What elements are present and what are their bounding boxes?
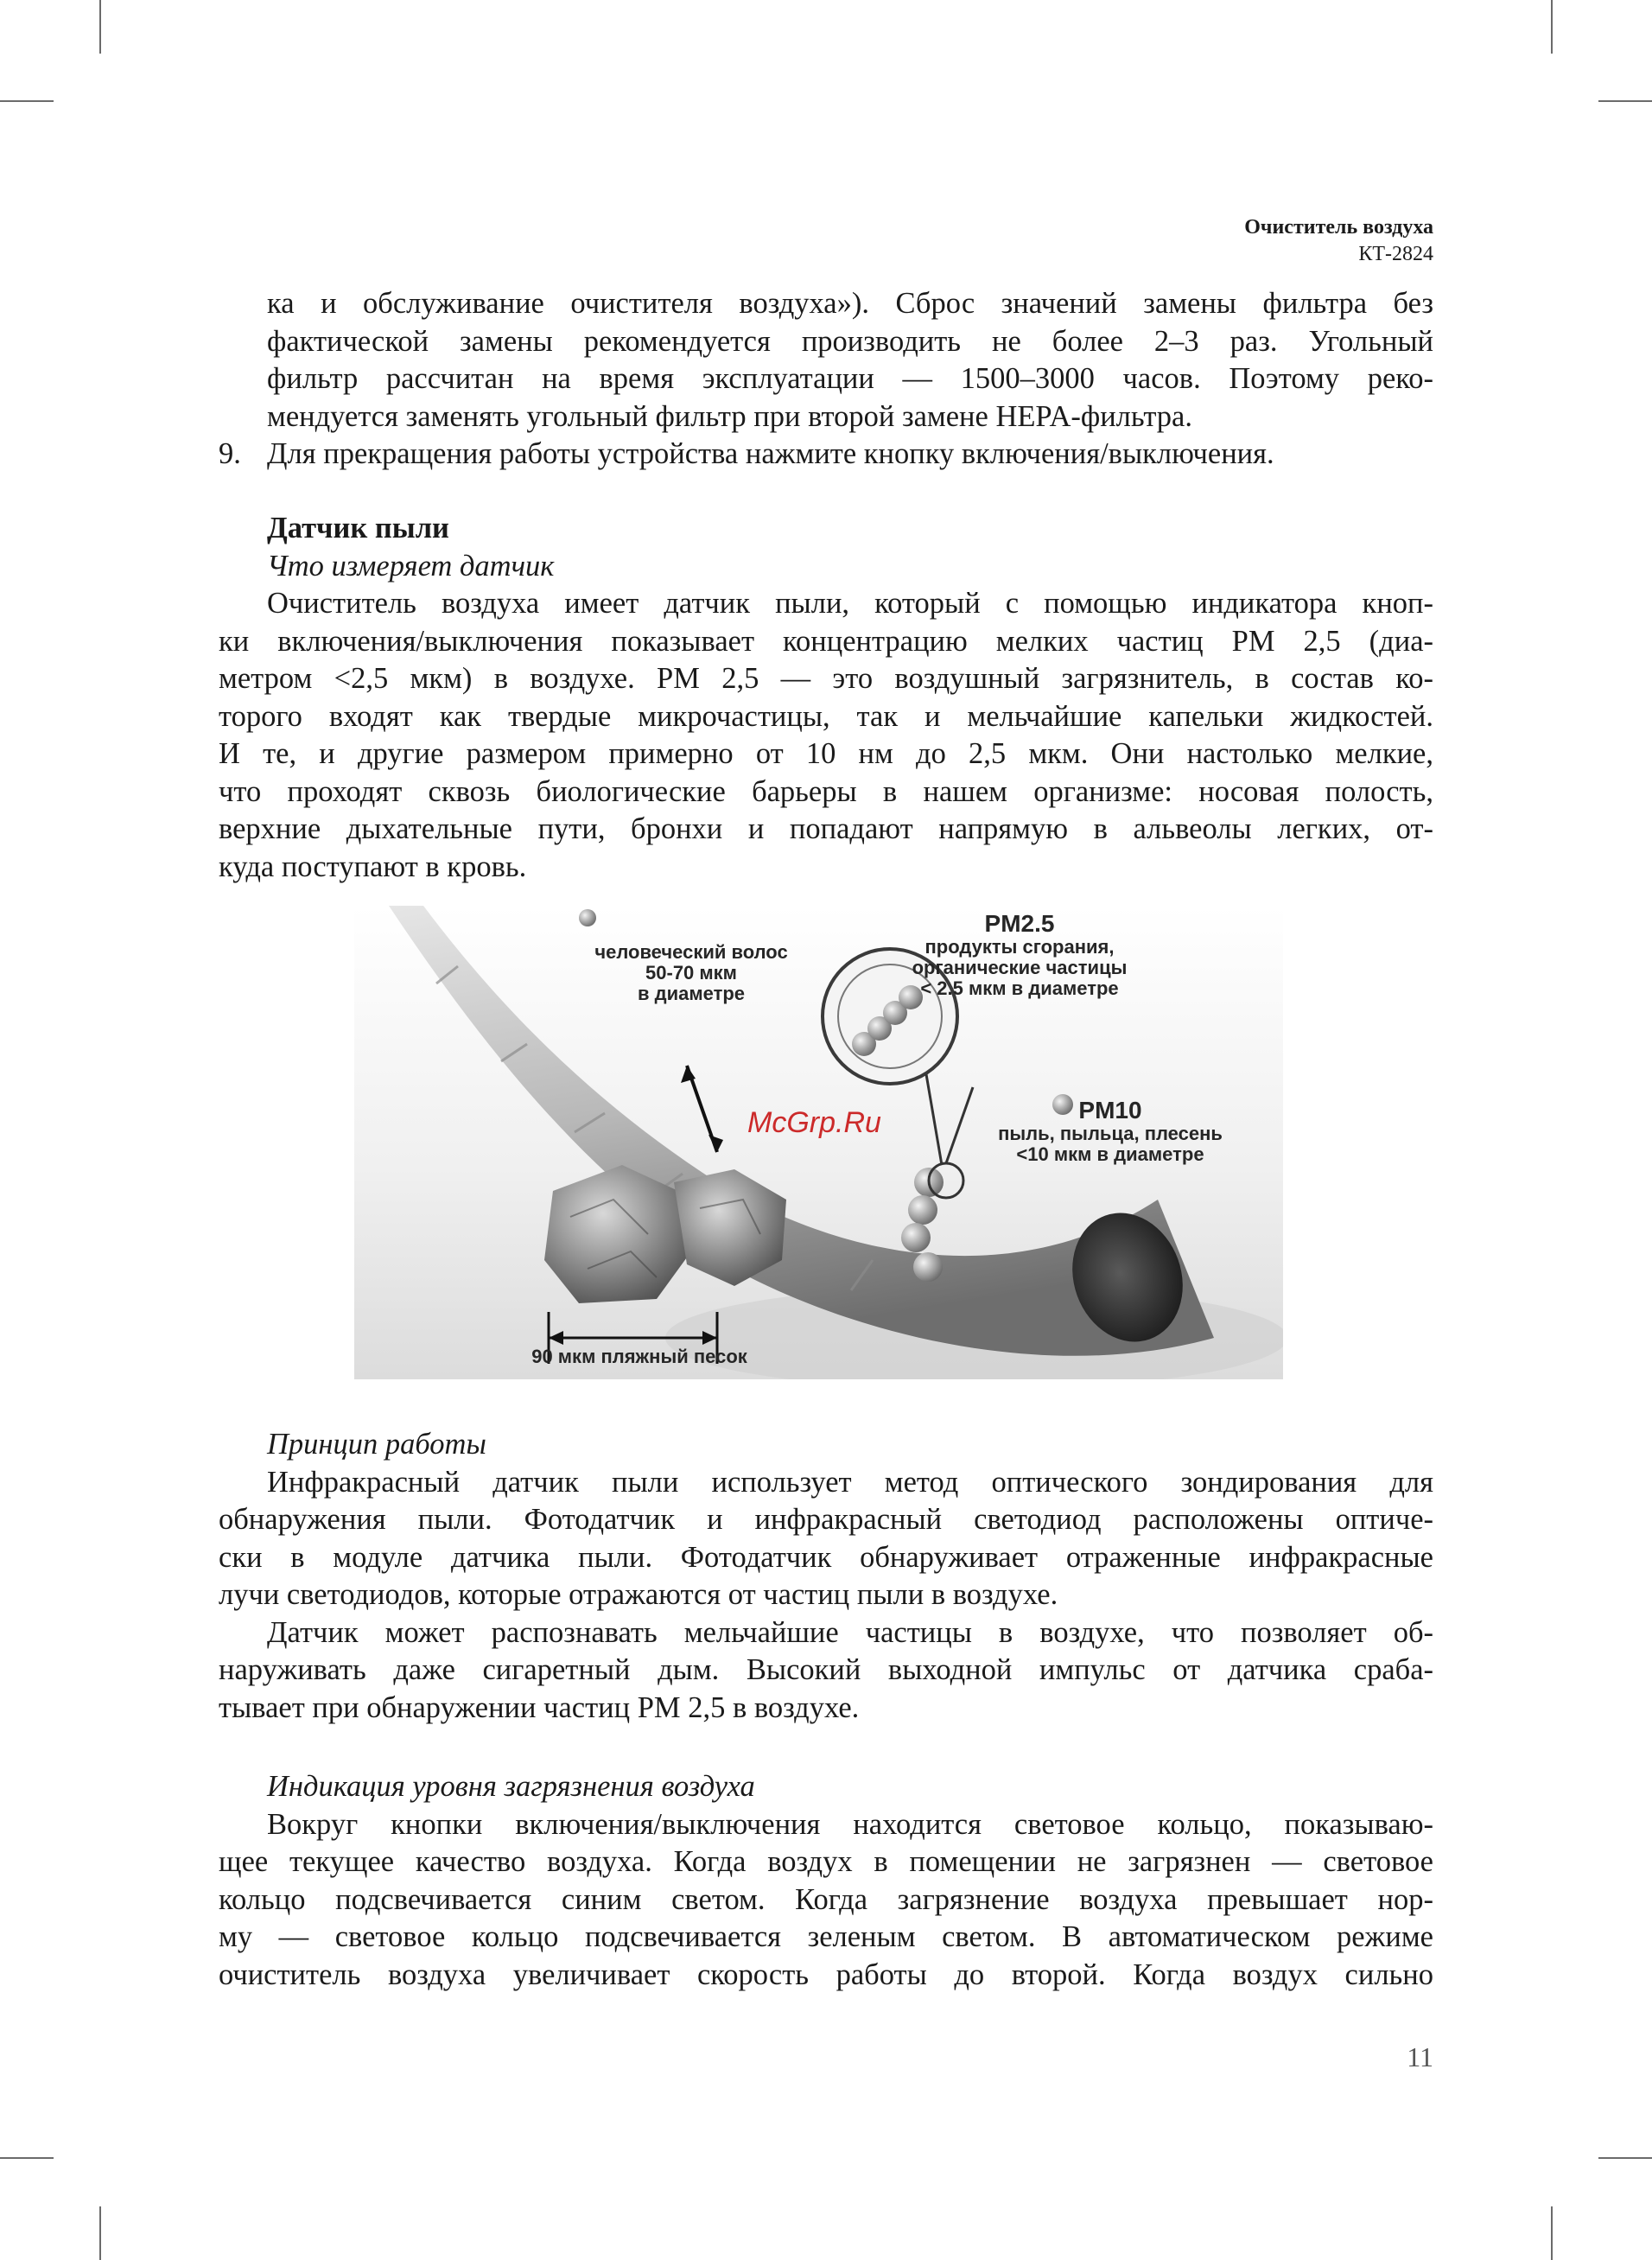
crop-mark <box>1551 2206 1553 2260</box>
text-line: верхние дыхательные пути, бронхи и попадают напрямую в альвеолы легких, от- <box>219 812 1433 845</box>
header-title: Очиститель воздуха <box>1244 216 1433 239</box>
pm25-label-line: < 2.5 мкм в диаметре <box>920 977 1119 999</box>
text-line: тывает при обнаружении частиц PM 2,5 в воздухе. <box>219 1690 860 1724</box>
sand-label: 90 мкм пляжный песок <box>531 1346 747 1367</box>
pm10-label-line: <10 мкм в диаметре <box>1016 1143 1204 1165</box>
text-line: фильтр рассчитан на время эксплуатации — 1500–3000 часов. Поэтому реко- <box>267 362 1433 395</box>
text-line: му — световое кольцо подсвечивается зеленым светом. В автоматическом режиме <box>219 1920 1433 1953</box>
text-line: очиститель воздуха увеличивает скорость работы до второй. Когда воздух сильно <box>219 1958 1433 1991</box>
text-line: обнаружения пыли. Фотодатчик и инфракрасный светодиод расположены оптиче- <box>219 1503 1433 1536</box>
list-item <box>219 436 1433 474</box>
indication-section <box>219 1768 1433 1994</box>
top-paragraph <box>219 285 1433 474</box>
running-header <box>1244 214 1433 268</box>
pm10-title: PM10 <box>1078 1097 1142 1124</box>
crop-mark <box>99 0 101 54</box>
text-line: Вокруг кнопки включения/выключения находится световое кольцо, показываю- <box>267 1807 1433 1841</box>
watermark: McGrp.Ru <box>747 1106 881 1139</box>
crop-mark <box>1551 0 1553 54</box>
section-subheading: Что измеряет датчик <box>267 549 555 583</box>
pm10-label-line: пыль, пыльца, плесень <box>998 1123 1223 1144</box>
text-line: ски в модуле датчика пыли. Фотодатчик обнаруживает отраженные инфракрасные <box>219 1540 1433 1574</box>
page-number: 11 <box>1407 2041 1433 2072</box>
text-line: кольцо подсвечивается синим светом. Когда загрязнение воздуха превышает нор- <box>219 1882 1433 1916</box>
particle-size-figure <box>354 906 1283 1379</box>
text-line: Очиститель воздуха имеет датчик пыли, который с помощью индикатора кноп- <box>267 587 1433 620</box>
pm25-label <box>881 911 1158 999</box>
hair-label <box>562 942 821 1004</box>
text-line: торого входят как твердые микрочастицы, так и мельчайшие капельки жидкостей. <box>219 699 1433 733</box>
text-line: щее текущее качество воздуха. Когда воздух в помещении не загрязнен — световое <box>219 1845 1433 1878</box>
text-line: ки включения/выключения показывает концентрацию мелких частиц PM 2,5 (диа- <box>219 624 1433 658</box>
text-line: Инфракрасный датчик пыли использует метод оптического зондирования для <box>267 1465 1433 1499</box>
section-heading: Датчик пыли <box>267 512 449 544</box>
section-subheading: Индикация уровня загрязнения воздуха <box>267 1770 755 1803</box>
hair-label-line: в диаметре <box>637 983 746 1004</box>
header-model: КТ-2824 <box>1358 243 1433 265</box>
text-line: что проходят сквозь биологические барьеры в нашем организме: носовая полость, <box>219 774 1433 808</box>
text-line: куда поступают в кровь. <box>219 850 527 883</box>
list-item-text: Для прекращения работы устройства нажмите кнопку включения/выключения. <box>267 437 1274 470</box>
crop-mark <box>1598 100 1652 102</box>
pm25-label-line: органические частицы <box>912 957 1128 978</box>
hair-label-line: человеческий волос <box>594 941 788 963</box>
principle-section <box>219 1426 1433 1727</box>
crop-mark <box>1598 2157 1652 2159</box>
pm25-label-line: продукты сгорания, <box>924 936 1115 958</box>
crop-mark <box>99 2206 101 2260</box>
text-line: наруживать даже сигаретный дым. Высокий выходной импульс от датчика сраба- <box>219 1653 1433 1686</box>
crop-mark <box>0 2157 54 2159</box>
pm10-label <box>968 1098 1253 1165</box>
list-item-number: 9. <box>219 437 241 470</box>
hair-label-line: 50-70 мкм <box>645 962 737 984</box>
dust-sensor-section <box>219 510 1433 886</box>
section-subheading: Принцип работы <box>267 1428 486 1461</box>
text-line: Датчик может распознавать мельчайшие частицы в воздухе, что позволяет об- <box>267 1615 1433 1649</box>
text-line: фактической замены рекомендуется производить не более 2–3 раз. Угольный <box>267 324 1433 358</box>
crop-mark <box>0 100 54 102</box>
text-line: лучи светодиодов, которые отражаются от частиц пыли в воздухе. <box>219 1578 1058 1611</box>
text-line: ка и обслуживание очистителя воздуха»). Сброс значений замены фильтра без <box>267 287 1433 320</box>
text-line: И те, и другие размером примерно от 10 нм до 2,5 мкм. Они настолько мелкие, <box>219 737 1433 770</box>
text-line: мендуется заменять угольный фильтр при второй замене HEPA-фильтра. <box>267 399 1192 433</box>
text-line: метром <2,5 мкм) в воздухе. PM 2,5 — это воздушный загрязнитель, в состав ко- <box>219 662 1433 695</box>
pm25-title: PM2.5 <box>984 910 1055 937</box>
